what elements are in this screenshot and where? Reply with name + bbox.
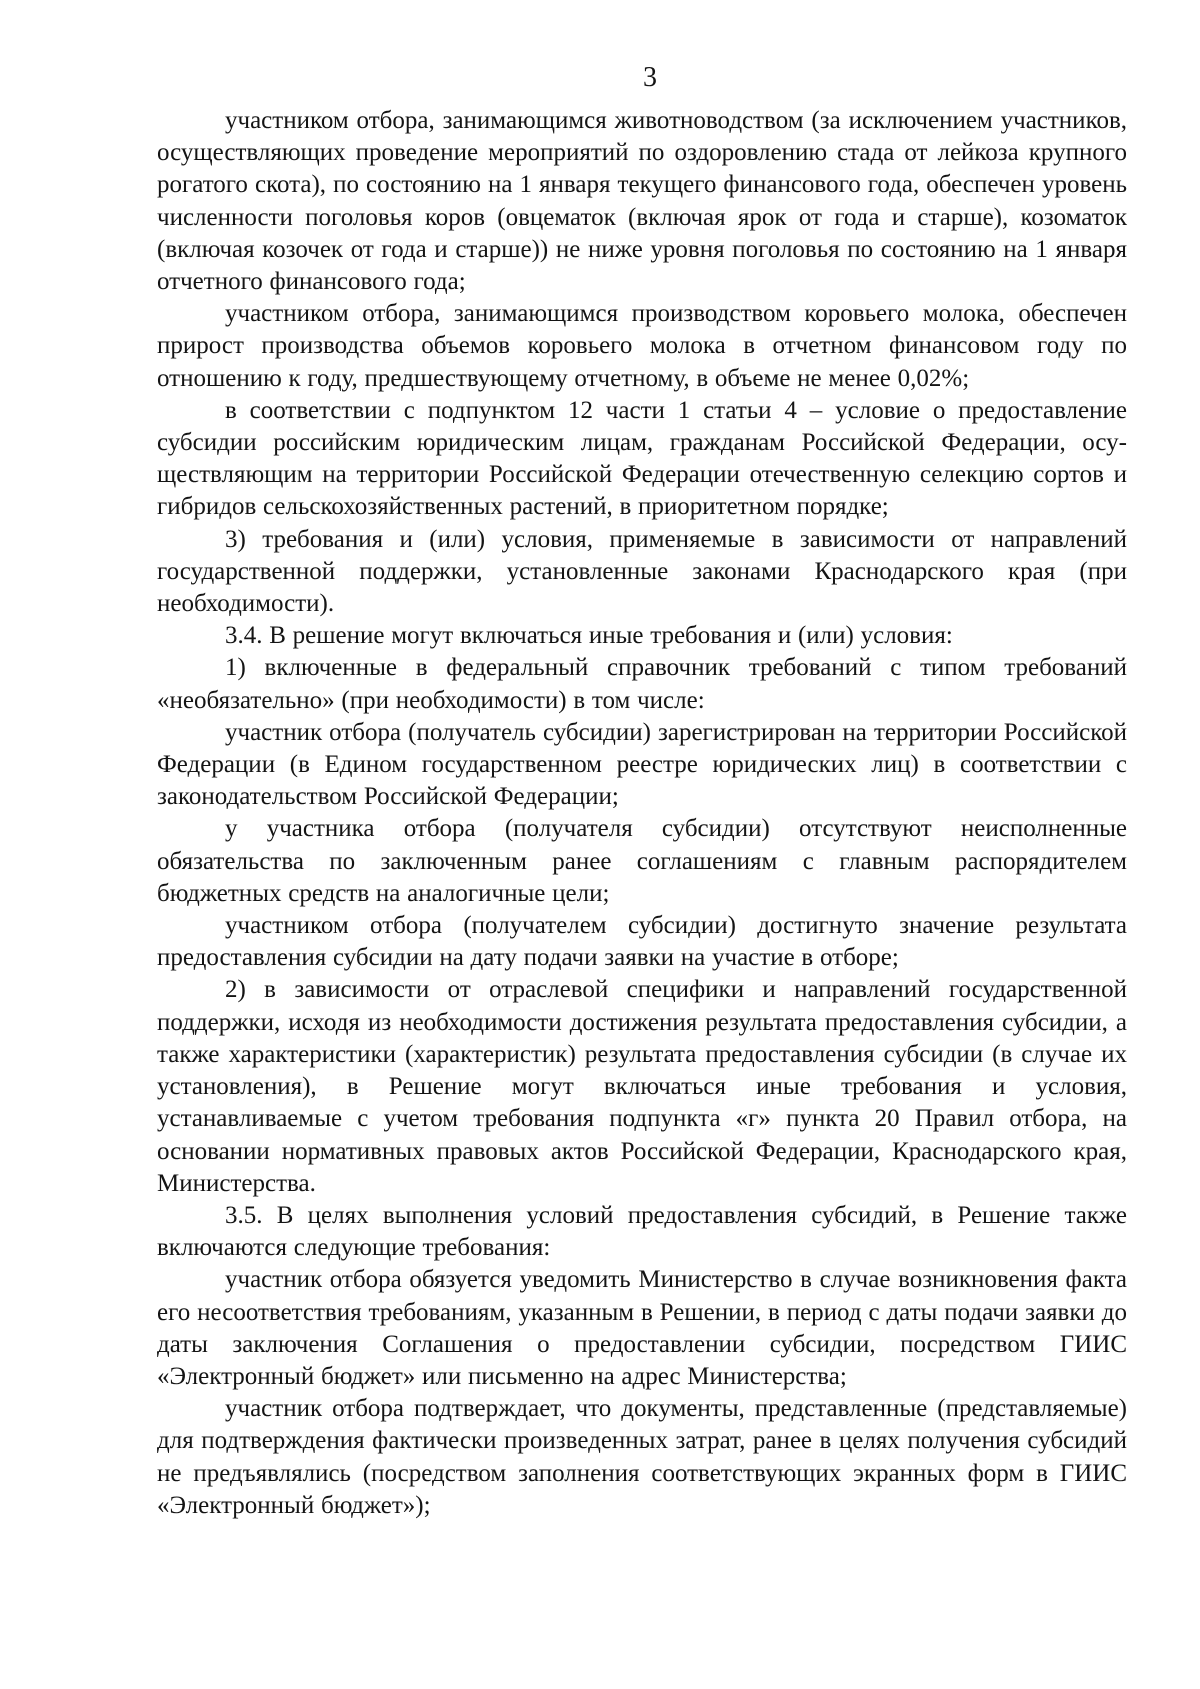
paragraph-registration: участник отбора (получатель субсидии) зарегистрирован на территории Российской Федерации (в Едином государственном реестре юридических лиц) в соответствии с законодательством Российской Федерации; bbox=[157, 718, 1127, 811]
paragraph-section-3-4: 3.4. В решение могут включаться иные требования и (или) условия: bbox=[225, 622, 953, 650]
paragraph-sector-specific: 2) в зависимости от отраслевой специфики и направлений государственной поддержки, исходя из необходимости достижения результата предоставления субсидии, а также характеристики (характеристик) результата предоставления субсидии (в случае их установления), в Решение могут включаться иные требования и условия, устанавливаемые с учетом требования подпункта «г» пункта 20 Правил отбора, на основании нормативных правовых актов Российской Федерации, Краснодарского края, Министерства. bbox=[157, 976, 1127, 1197]
paragraph-section-3-5: 3.5. В целях выполнения условий предоставления субсидий, в Решение также включаются следующие требования: bbox=[157, 1201, 1127, 1262]
paragraph-milk-production: участником отбора, занимающимся производством коровьего молока, обеспечен прирост производства объемов коровьего молока в отчетном финансовом году по отношению к году, предшествующему отчетному, в объеме не менее 0,02%; bbox=[157, 300, 1127, 392]
paragraph-livestock-condition: участником отбора, занимающимся животноводством (за исключением участников, осуществляющих проведение мероприятий по оздоровлению стада от лейкоза крупного рогатого скота), по состоянию на 1 января текущего финансового года, обеспечен уровень численности поголовья коров (овцематок (включая ярок от года и старше), козоматок (включая козочек от года и старше)) не ниже уровня поголовья по состоянию на 1 января отчетного финансового года; bbox=[157, 107, 1127, 296]
paragraph-selection-priority: в соответствии с подпунктом 12 части 1 статьи 4 – условие о предоставление субсидии российским юридическим лицам, гражданам Российской Федерации, осуществляющим на территории Российской Федерации отечественную селекцию сортов и гибридов сельскохозяйственных растений, в приоритетном порядке; bbox=[157, 396, 1127, 521]
paragraph-notify-ministry: участник отбора обязуется уведомить Министерство в случае возникновения факта его несоответствия требованиям, указанным в Решении, в период с даты подачи заявки до даты заключения Соглашения о предоставлении субсидии, посредством ГИИС «Электронный бюджет» или письменно на адрес Министерства; bbox=[157, 1266, 1127, 1390]
document-body bbox=[157, 105, 1127, 1522]
paragraph-result-achieved: участником отбора (получателем субсидии) достигнуто значение результата предоставления субсидии на дату подачи заявки на участие в отборе; bbox=[157, 912, 1127, 972]
paragraph-optional-requirements: 1) включенные в федеральный справочник требований с типом требований «необязательно» (при необходимости) в том числе: bbox=[157, 654, 1127, 714]
paragraph-no-obligations: у участника отбора (получателя субсидии) отсутствуют неисполненные обязательства по заключенным ранее соглашениям с главным распорядителем бюджетных средств на аналогичные цели; bbox=[157, 815, 1127, 907]
page-number: 3 bbox=[643, 62, 657, 93]
paragraph-documents-confirmation: участник отбора подтверждает, что документы, представленные (представляемые) для подтверждения фактически произведенных затрат, ранее в целях получения субсидий не предъявлялись (посредством заполнения соответствующих экранных форм в ГИИС «Электронный бюджет»); bbox=[157, 1395, 1127, 1519]
paragraph-regional-requirements: 3) требования и (или) условия, применяемые в зависимости от направлений государственной поддержки, установленные законами Краснодарского края (при необходимости). bbox=[157, 525, 1127, 618]
